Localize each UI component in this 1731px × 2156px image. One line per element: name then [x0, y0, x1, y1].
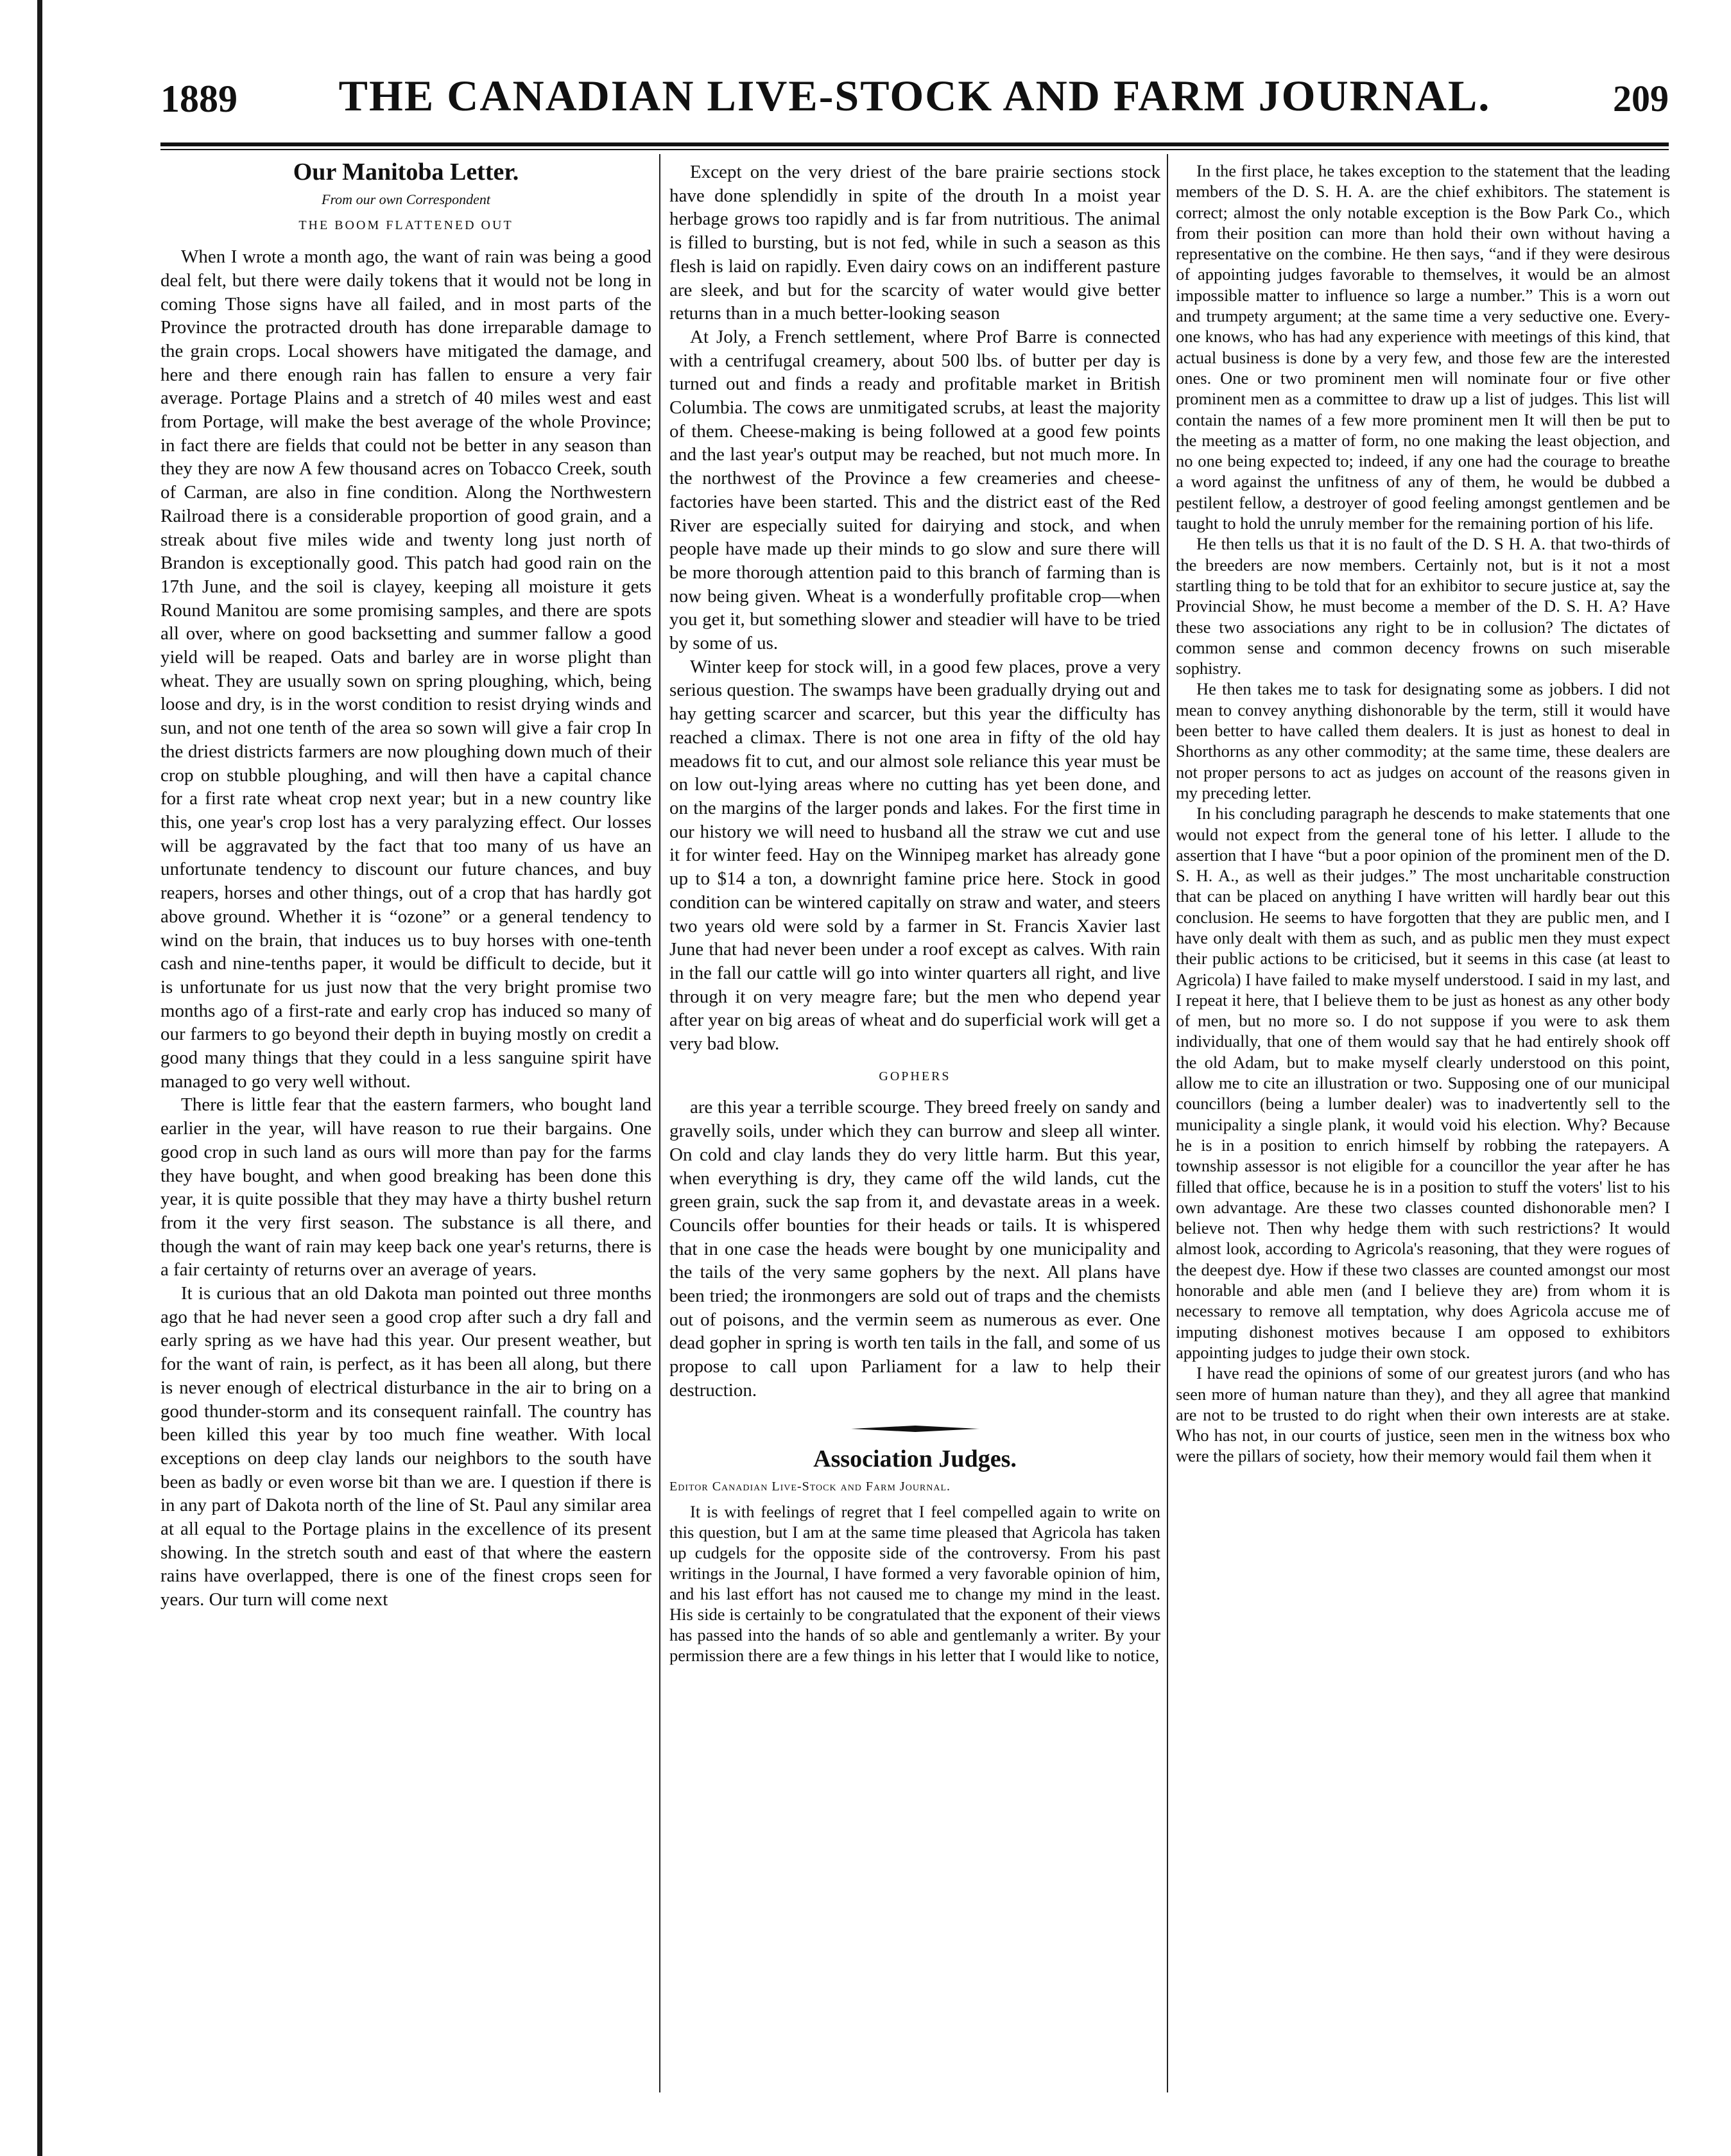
header-rule [160, 142, 1669, 146]
manitoba-paragraph-3: It is curious that an old Dakota man pointed out three months ago that he had never seen a good crop after such a dry fall and early spring as we have had this year. Our present weather, but for the want of rain, is perfect, as it has been all along, but there is never enough of electrical disturbance in the air to bring on a good thunder-storm and its consequent rainfall. The country has been killed this year by too much fine weather. With local exceptions on deep clay lands our neighbors to the south have been as badly or even worse bit than we are. I question if there is in any part of Dakota north of the line of St. Paul any similar area at all equal to the Portage plains in the excellence of its present showing. In the stretch south and east of that where the eastern rains have overlapped, there is one of the finest crops seen for years. Our turn will come next [160, 1283, 651, 1610]
judges-paragraph-1: It is with feelings of regret that I feel compelled again to write on this question, but I am at the same time pleased that Agricola has taken up cudgels for the opposite side of the controversy. From his past writings in the Journal, I have formed a very favorable opinion of him, and his last effort has not caused me to change my mind in the least. His side is certainly to be congratulated that the exponent of their views has passed into the hands of so able and gentlemanly a writer. By your permission there are a few things in his letter that I would like to notice, [669, 1501, 1160, 1665]
article-subhead: THE BOOM FLATTENED OUT [298, 218, 513, 233]
page-binding-edge [37, 0, 42, 2156]
editor-line: Editor Canadian Live-Stock and Farm Journal. [669, 1479, 951, 1494]
column-1 [160, 160, 651, 1612]
header-year: 1889 [160, 78, 237, 120]
article-byline: From our own Correspondent [322, 191, 490, 207]
journal-title: THE CANADIAN LIVE-STOCK AND FARM JOURNAL. [338, 71, 1491, 120]
page-number: 209 [1613, 78, 1669, 119]
judges-paragraph-3: He then tells us that it is no fault of the D. S H. A. that two-thirds of the breeders are now members. Certainly not, but is it not a most startling thing to be told that for an exhibitor to secure justice at, say the Provincial Show, he must become a member of the D. S. H. A? Have these two associations any right to be in collusion? The dictates of common sense and common decency frowns on such miserable sophistry. [1176, 534, 1670, 678]
judges-paragraph-6: I have read the opinions of some of our greatest jurors (and who has seen more of human nature than they), and they all agree that mankind are not to be trusted to do right when their own interests are at stake. Who has not, in our courts of justice, seen men in the witness box who were the pillars of society, how their memory would fail them when it [1176, 1363, 1670, 1466]
manitoba-paragraph-4: Except on the very driest of the bare prairie sections stock have done splendidly in spite of the drouth In a moist year herbage grows too rapidly and is far from nutritious. The animal is filled to bursting, but is not fed, while in such a season as this flesh is laid on rapidly. Even dairy cows on an indifferent pasture are sleek, and but for the scarcity of water would give better returns than in a much better-looking season [669, 162, 1160, 324]
judges-paragraph-5: In his concluding paragraph he descends to make statements that one would not expect from the general tone of his letter. I allude to the assertion that I have “but a poor opinion of the prominent men of the D. S. H. A., as well as their judges.” The most uncharitable construction that can be placed on anything I have written will hardly bear out this conclusion. He seems to have forgotten that they are public men, and I have only dealt with them as such, and as public men they must expect their public actions to be criticised, but it seems in this case (at least to Agricola) I have failed to make myself understood. I said in my last, and I repeat it here, that I believe them to be just as honest as any other body of men, but no more so. I do not suppose if you were to ask them individually, that one of them would say that he had entirely shook off the old Adam, but to make myself clearly understood on this point, allow me to cite an illustration or two. Supposing one of our municipal councillors (being a lumber dealer) was to inadvertently sell to the municipality a single plank, it would void his election. Why? Because he is in a position to enrich himself by robbing the ratepayers. A township assessor is not eligible for a councillor the year after he has filled that office, because he is in a position to stuff the voters' list to his own advantage. Are these two classes counted dishonorable men? I believe not. Then why hedge them with such restrictions? It would almost look, according to Agricola's reasoning, that they were rogues of the deepest dye. How if these two classes are counted amongst our most honorable and able men (and I believe they are) from whom it is necessary to remove all temptation, why does Agricola accuse me of imputing dishonest motives because I am opposed to exhibitors appointing judges to judge their own stock. [1176, 804, 1670, 1362]
manitoba-paragraph-5: At Joly, a French settlement, where Prof Barre is connected with a centrifugal creamery, about 500 lbs. of butter per day is turned out and finds a ready and profitable market in British Columbia. The cows are unmitigated scrubs, at least the majority of them. Cheese-making is being followed at a good few points and the last year's output may be reached, but not much more. In the northwest of the Province a few creameries and cheese-factories have been started. This and the district east of the Red River are especially suited for dairying and stock, and when people have made up their minds to go slow and sure there will be more thorough attention paid to this branch of farming than is now being given. Wheat is a wonderfully profitable crop—when you get it, but something slower and steadier will have to be tried by some of us. [669, 326, 1160, 654]
judges-paragraph-2: In the first place, he takes exception to the statement that the leading members of the D. S. H. A. are the chief exhibitors. The statement is correct; almost the only notable exception is the Bow Park Co., which from their position can more than hold their own without having a representative on the combine. He then says, “and if they were desirous of appointing judges favorable to themselves, it would be an almost impossible matter to influence so large a number.” This is a worn out and trumpety argument; at the same time a very seductive one. Every-one knows, who has had any experience with meetings of this kind, that actual business is done by a very few, and those few are the interested ones. One or two prominent men will nominate four or five other prominent men as a committee to draw up a list of judges. This list will contain the names of a few more prominent men It will then be put to the meeting as a matter of form, no one making the least objection, and no one being expected to; indeed, if any one had the courage to breathe a word against the unfitness of any of them, he would be dubbed a pestilent fellow, a destroyer of good feeling amongst gentlemen and be taught to hold the unruly member for the remaining portion of his life. [1176, 161, 1670, 533]
gophers-subhead: GOPHERS [879, 1069, 951, 1083]
article-title-judges: Association Judges. [813, 1445, 1017, 1473]
column-3 [1176, 160, 1670, 1467]
page-header [160, 71, 1669, 141]
manitoba-paragraph-7: are this year a terrible scourge. They breed freely on sandy and gravelly soils, under which they can burrow and sleep all winter. On cold and clay lands they do very little harm. But this year, when everything is dry, they came off the wild lands, cut the green grain, suck the sap from it, and devastate areas in a week. Councils offer bounties for their heads or tails. It is whispered that in one case the heads were bought by one municipality and the tails of the very same gophers by the next. All plans have been tried; the ironmongers are sold out of traps and the chemists out of poisons, and the vermin seem as numerous as ever. One dead gopher in spring is worth ten tails in the fall, and some of us propose to call upon Parliament for a law to help their destruction. [669, 1097, 1160, 1401]
column-divider-1 [659, 154, 660, 2092]
judges-paragraph-4: He then takes me to task for designating some as jobbers. I did not mean to convey anything dishonorable by the term, still it would have been better to have called them dealers. It is just as honest to deal in Shorthorns as any other commodity; at the same time, these dealers are not proper persons to act as judges on account of the reasons given in my preceding letter. [1176, 679, 1670, 802]
manitoba-paragraph-2: There is little fear that the eastern farmers, who bought land earlier in the year, will have reason to rue their bargains. One good crop in such land as ours will more than pay for the farms they have bought, and when good breaking has been done this year, it is quite possible that they may have a thirty bushel return from it the very first season. The substance is all there, and though the want of rain may keep back one year's returns, there is a fair certainty of returns over an average of years. [160, 1094, 651, 1281]
column-2 [669, 160, 1160, 1666]
header-rule-thin [160, 149, 1669, 150]
manitoba-paragraph-6: Winter keep for stock will, in a good few places, prove a very serious question. The swamps have been gradually drying out and hay getting scarcer and scarcer, but this year the difficulty has reached a climax. There is not one area in fifty of the old hay meadows fit to cut, and our almost sole reliance this year must be on low out-lying areas where no cutting has yet been done, and on the margins of the larger ponds and lakes. For the first time in our history we will need to husband all the straw we cut and use it for winter feed. Hay on the Winnipeg market has already gone up to $14 a ton, a downright famine price here. Stock in good condition can be wintered capitally on straw and water, and steers two years old were sold by a farmer in St. Francis Xavier last June that had never been under a roof except as calves. With rain in the fall our cattle will go into winter quarters all right, and live through it on very meagre fare; but the men who depend year after year on big areas of wheat and do superficial work will get a very bad blow. [669, 656, 1160, 1055]
column-divider-2 [1167, 154, 1168, 2092]
section-ornament [669, 1417, 1160, 1440]
article-title-manitoba: Our Manitoba Letter. [293, 159, 519, 185]
manitoba-paragraph-1: When I wrote a month ago, the want of rain was being a good deal felt, but there were daily tokens that it would not be long in coming Those signs have all failed, and in most parts of the Province the protracted drouth has done irreparable damage to the grain crops. Local showers have mitigated the damage, and here and there enough rain has fallen to ensure a very fair average. Portage Plains and a stretch of 40 miles west and east from Portage, will make the best average of the whole Province; in fact there are fields that could not be better in any season than they they are now A few thousand acres on Tobacco Creek, south of Carman, are also in fine condition. Along the Northwestern Railroad there is a considerable proportion of good grain, and a streak about five miles wide and twenty long just north of Brandon is exceptionally good. This patch had good rain on the 17th June, and the soil is clayey, keeping all moisture it gets Round Manitou are some promising samples, and there are spots all over, where on good backsetting and summer fallow a good yield will be reaped. Oats and barley are in worse plight than wheat. They are usually sown on spring ploughing, which, being loose and dry, is in the worst condition to resist drying winds and sun, and not one tenth of the area so sown will give a fair crop In the driest districts farmers are now ploughing down much of their crop on stubble ploughing, and will then have a capital chance for a first rate wheat crop next year; but in a new country like this, one year's crop lost has a very paralyzing effect. Our losses will be aggravated by the fact that too many of us have an unfortunate tendency to discount our future chances, and buy reapers, horses and other things, out of a crop that has hardly got above ground. Whether it is “ozone” or a general tendency to wind on the brain, that induces us to buy horses with one-tenth cash and nine-tenths paper, it would be difficult to decide, but it is unfortunate for us just now that the very bright promise two months ago of a first-rate and early crop has induced so many of our farmers to go beyond their depth in buying mostly on credit a good many things that they could in a less sanguine spirit have managed to go very well without. [160, 246, 651, 1092]
